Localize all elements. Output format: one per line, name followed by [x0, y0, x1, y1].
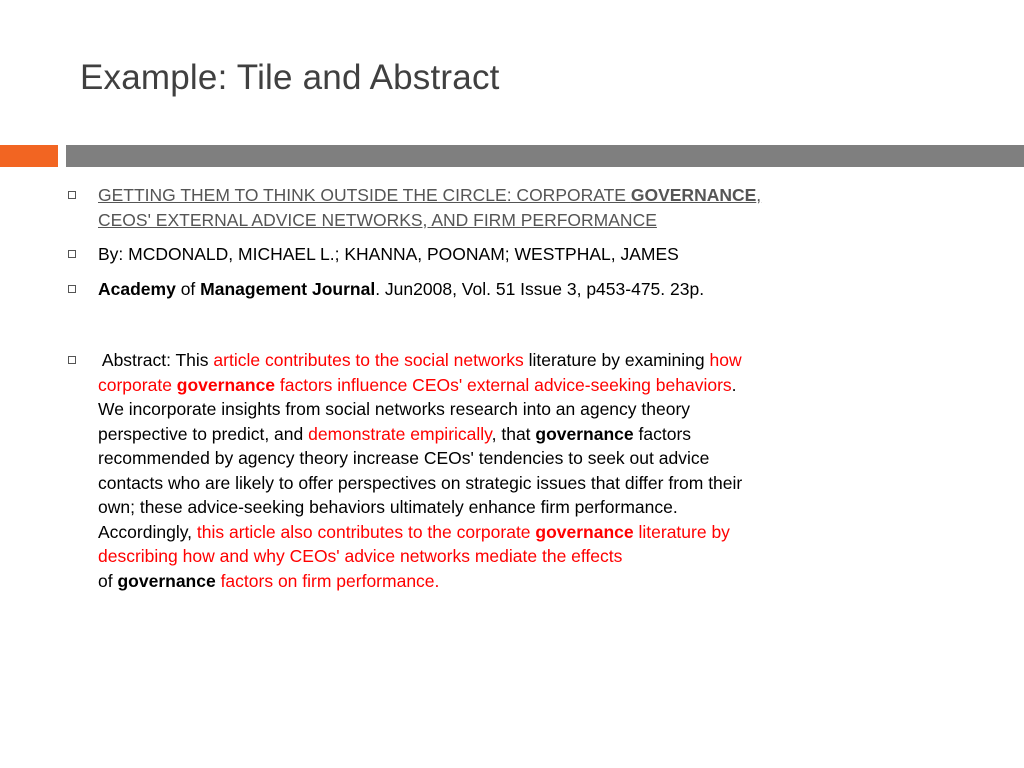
abstract-line-8: Accordingly, this article also contributes to the corporate governance literature by	[98, 521, 730, 542]
abstract-line-7: own; these advice-seeking behaviors ultimately enhance firm performance.	[98, 497, 678, 517]
abstract-line-9: describing how and why CEOs' advice networks mediate the effects	[98, 546, 623, 566]
abstract-line-10: of governance factors on firm performance.	[98, 570, 440, 591]
slide-content	[68, 183, 968, 603]
bullet-abstract	[68, 348, 968, 593]
square-bullet-icon	[68, 285, 76, 293]
abstract-line-1: Abstract: This article contributes to the social networks literature by examining how	[98, 350, 742, 370]
bullet-article-title	[68, 183, 968, 232]
square-bullet-icon	[68, 191, 76, 199]
article-title-link-line-1[interactable]: GETTING THEM TO THINK OUTSIDE THE CIRCLE: CORPORATE GOVERNANCE,	[98, 185, 762, 205]
header-bar	[66, 145, 1024, 167]
abstract-line-2: corporate governance factors influence CEOs' external advice-seeking behaviors.	[98, 374, 737, 395]
square-bullet-icon	[68, 250, 76, 258]
accent-bar	[0, 145, 58, 167]
authors-text: By: MCDONALD, MICHAEL L.; KHANNA, POONAM; WESTPHAL, JAMES	[98, 244, 679, 264]
journal-text: Academy of Management Journal. Jun2008, Vol. 51 Issue 3, p453-475. 23p.	[98, 278, 705, 299]
bullet-authors	[68, 242, 968, 267]
abstract-line-6: contacts who are likely to offer perspectives on strategic issues that differ from their	[98, 472, 743, 493]
bullet-journal	[68, 277, 968, 302]
abstract-line-4: perspective to predict, and demonstrate empirically, that governance factors	[98, 423, 692, 444]
abstract-line-5: recommended by agency theory increase CEOs' tendencies to seek out advice	[98, 448, 710, 468]
article-title-link-line-2[interactable]: CEOS' EXTERNAL ADVICE NETWORKS, AND FIRM PERFORMANCE	[98, 209, 657, 230]
abstract-line-3: We incorporate insights from social networks research into an agency theory	[98, 399, 691, 419]
slide-title: Example: Tile and Abstract	[80, 58, 500, 97]
square-bullet-icon	[68, 356, 76, 364]
